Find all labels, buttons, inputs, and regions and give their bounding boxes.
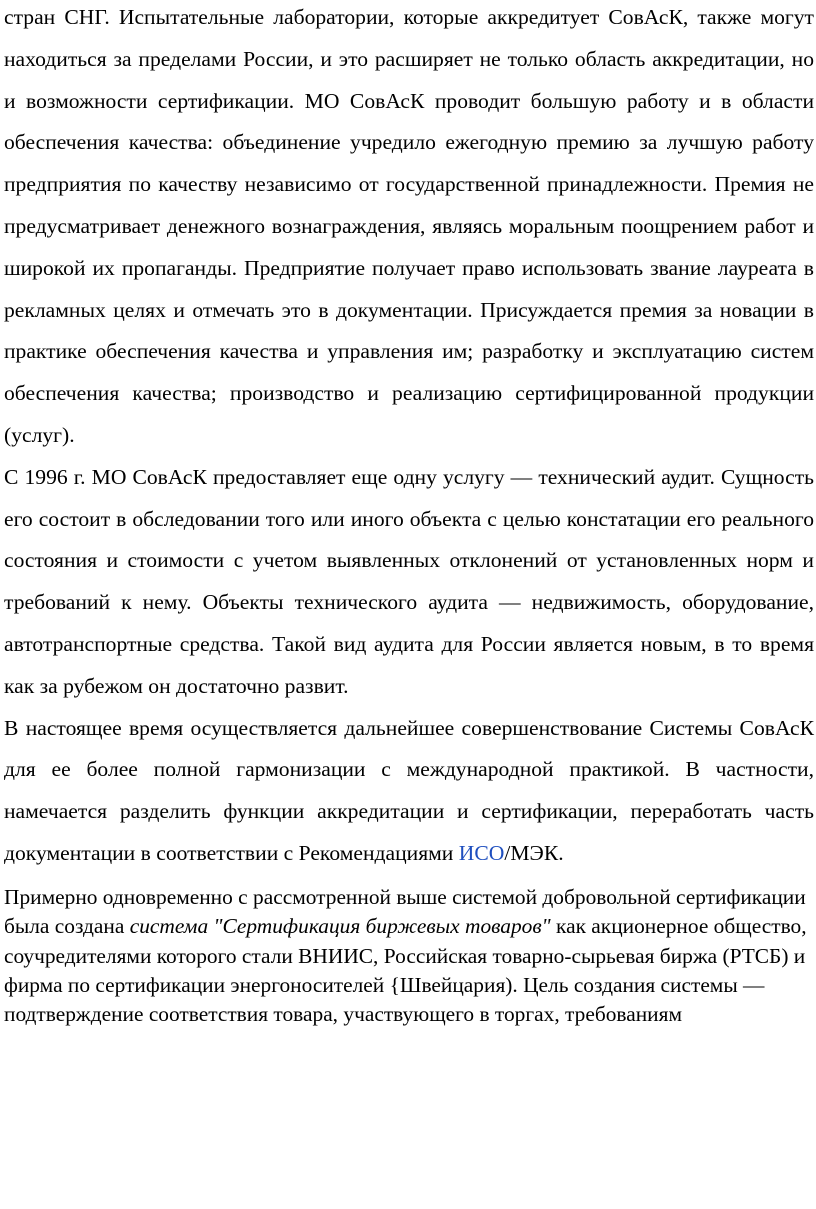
paragraph-accreditation: стран СНГ. Испытательные лаборатории, которые аккредитует СовАсК, также могут находиться за пределами России, и это расширяет не только область аккредитации, но и возможности сертификации. МО СовАсК проводит большую работу и в области обеспечения качества: объединение учредило ежегодную премию за лучшую работу предприятия по качеству независимо от государственной принадлежности. Премия не предусматривает денежного вознаграждения, являясь моральным поощрением работ и широкой их пропаганды. Предприятие получает право использовать звание лауреата в рекламных целях и отмечать это в документации. Присуждается премия за новации в практике обеспечения качества и управления им; разработку и эксплуатацию систем обеспечения качества; производство и реализацию сертифицированной продукции (услуг). <box>4 5 814 447</box>
paragraph-harmonization <box>4 708 814 875</box>
exchange-goods-body: как акционерное общество, соучредителями которого стали ВНИИС, Российская товарно-сырьевая биржа (РТСБ) и фирма по сертификации энергоносителей {Швейцария). Цель создания системы — подтверждение соответствия товара, участвующего в торгах, требованиям <box>4 914 807 1027</box>
system-name-italic: система "Сертификация биржевых товаров" <box>129 914 551 939</box>
paragraph-technical-audit: С 1996 г. МО СовАсК предоставляет еще одну услугу — технический аудит. Сущность его состоит в обследовании того или иного объекта с целью констатации его реального состояния и стоимости с учетом выявленных отклонений от установленных норм и требований к нему. Объекты технического аудита — недвижимость, оборудование, автотранспортные средства. Такой вид аудита для России является новым, в то время как за рубежом он достаточно развит. <box>4 464 814 698</box>
paragraph-exchange-goods <box>4 883 814 1030</box>
iso-link[interactable]: ИСО <box>458 840 505 865</box>
exchange-goods-intro: Примерно одновременно с рассмотренной выше системой добровольной сертификации была создана <box>4 884 806 939</box>
harmonization-text-end: /МЭК. <box>504 840 564 865</box>
harmonization-text: В настоящее время осуществляется дальнейшее совершенствование Системы СовАсК для ее более полной гармонизации с международной практикой. В частности, намечается разделить функции аккредитации и сертификации, переработать часть документации в соответствии с Рекомендациями <box>4 715 814 865</box>
